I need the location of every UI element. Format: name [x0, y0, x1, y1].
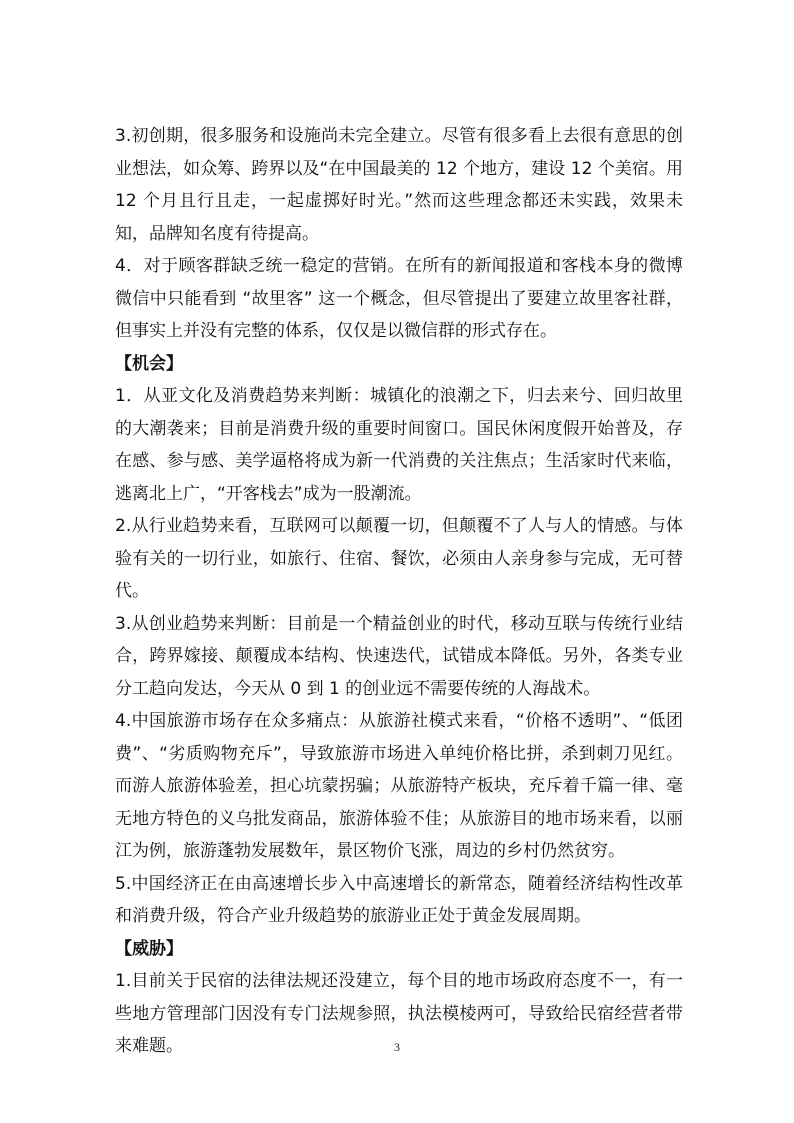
document-body — [115, 120, 683, 1063]
paragraph-opportunity-1: 1．从亚文化及消费趋势来判断：城镇化的浪潮之下，归去来兮、回归故里的大潮袭来；目前是消费升级的重要时间窗口。国民休闲度假开始普及，存在感、参与感、美学逼格将成为新一代消费的关注焦点；生活家时代来临，逃离北上广，“开客栈去”成为一股潮流。 — [115, 386, 683, 504]
paragraph-weakness-4: 4．对于顾客群缺乏统一稳定的营销。在所有的新闻报道和客栈本身的微博微信中只能看到 “故里客” 这一个概念，但尽管提出了要建立故里客社群，但事实上并没有完整的体系，仅仅是以微信群的形式存在。 — [115, 256, 683, 341]
heading-threats: 【威胁】 — [115, 938, 183, 959]
paragraph-opportunity-4: 4.中国旅游市场存在众多痛点：从旅游社模式来看，“价格不透明”、“低团费”、“劣质购物充斥”，导致旅游市场进入单纯价格比拼，杀到刺刀见红。而游人旅游体验差，担心坑蒙拐骗；从旅游特产板块，充斥着千篇一律、毫无地方特色的义乌批发商品，旅游体验不佳；从旅游目的地市场来看，以丽江为例，旅游蓬勃发展数年，景区物价飞涨，周边的乡村仍然贫穷。 — [115, 711, 683, 861]
paragraph-opportunity-5: 5.中国经济正在由高速增长步入中高速增长的新常态，随着经济结构性改革和消费升级，符合产业升级趋势的旅游业正处于黄金发展周期。 — [115, 873, 683, 926]
paragraph-weakness-3: 3.初创期，很多服务和设施尚未完全建立。尽管有很多看上去很有意思的创业想法，如众筹、跨界以及“在中国最美的 12 个地方，建设 12 个美宿。用 12 个月且行且走，一起虚掷好时光。”然而这些理念都还未实践，效果未知，品牌知名度有待提高。 — [115, 126, 683, 244]
paragraph-threat-1: 1.目前关于民宿的法律法规还没建立，每个目的地市场政府态度不一，有一些地方管理部门因没有专门法规参照，执法模棱两可，导致给民宿经营者带来难题。 — [115, 971, 683, 1056]
paragraph-opportunity-3: 3.从创业趋势来判断：目前是一个精益创业的时代，移动互联与传统行业结合，跨界嫁接、颠覆成本结构、快速迭代，试错成本降低。另外，各类专业分工趋向发达，今天从 0 到 1 的创业远不需要传统的人海战术。 — [115, 613, 683, 699]
paragraph-opportunity-2: 2.从行业趋势来看，互联网可以颠覆一切，但颠覆不了人与人的情感。与体验有关的一切行业，如旅行、住宿、餐饮，必须由人亲身参与完成，无可替代。 — [115, 516, 683, 601]
page-number: 3 — [394, 1040, 400, 1054]
heading-opportunities: 【机会】 — [115, 353, 183, 374]
